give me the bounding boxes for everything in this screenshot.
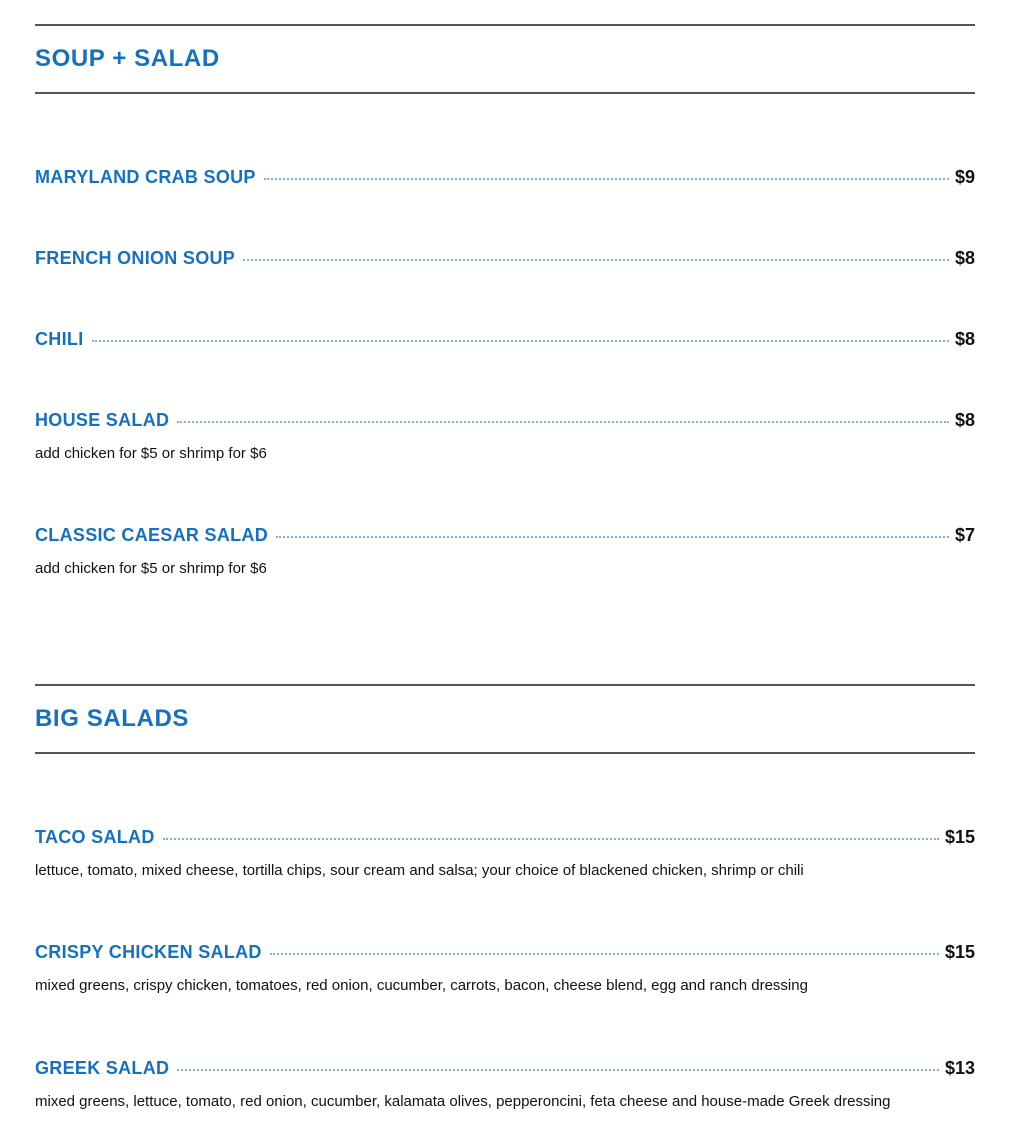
dot-leader [177,1069,939,1071]
item-price: $8 [954,410,975,430]
menu-item-chili [35,327,975,351]
item-price: $15 [944,827,975,847]
section-bottom-rule [35,92,975,94]
menu-item-house-salad [35,408,975,463]
dot-leader [163,838,939,840]
item-description: add chicken for $5 or shrimp for $6 [35,445,267,462]
item-name: CRISPY CHICKEN SALAD [35,942,262,962]
item-name: TACO SALAD [35,827,155,847]
section-title: BIG SALADS [35,705,190,732]
menu-item-crispy-chicken-salad [35,940,975,995]
menu-item-greek-salad [35,1056,975,1111]
item-name: GREEK SALAD [35,1058,170,1078]
section-title: SOUP + SALAD [35,45,220,72]
menu-item-maryland-crab-soup [35,165,975,189]
section-bottom-rule [35,752,975,754]
item-name: CHILI [35,329,84,349]
item-price: $8 [954,329,975,349]
dot-leader [177,421,949,423]
item-price: $7 [954,525,975,545]
menu-item-classic-caesar-salad [35,523,975,578]
section-top-rule [35,24,975,26]
item-name: CLASSIC CAESAR SALAD [35,525,269,545]
item-name: HOUSE SALAD [35,410,170,430]
item-description: lettuce, tomato, mixed cheese, tortilla chips, sour cream and salsa; your choice of blackened chicken, shrimp or chili [35,862,804,879]
dot-leader [264,178,949,180]
item-price: $9 [954,167,975,187]
dot-leader [270,953,939,955]
item-description: add chicken for $5 or shrimp for $6 [35,560,267,577]
dot-leader [92,340,949,342]
item-price: $15 [944,942,975,962]
item-description: mixed greens, crispy chicken, tomatoes, red onion, cucumber, carrots, bacon, cheese blend, egg and ranch dressing [35,977,808,994]
dot-leader [276,536,949,538]
item-description: mixed greens, lettuce, tomato, red onion, cucumber, kalamata olives, pepperoncini, feta cheese and house-made Greek dressing [35,1093,891,1110]
item-price: $13 [944,1058,975,1078]
section-top-rule [35,684,975,686]
item-name: MARYLAND CRAB SOUP [35,167,256,187]
menu-item-french-onion-soup [35,246,975,270]
item-name: FRENCH ONION SOUP [35,248,236,268]
dot-leader [243,259,949,261]
menu-item-taco-salad [35,825,975,880]
item-price: $8 [954,248,975,268]
